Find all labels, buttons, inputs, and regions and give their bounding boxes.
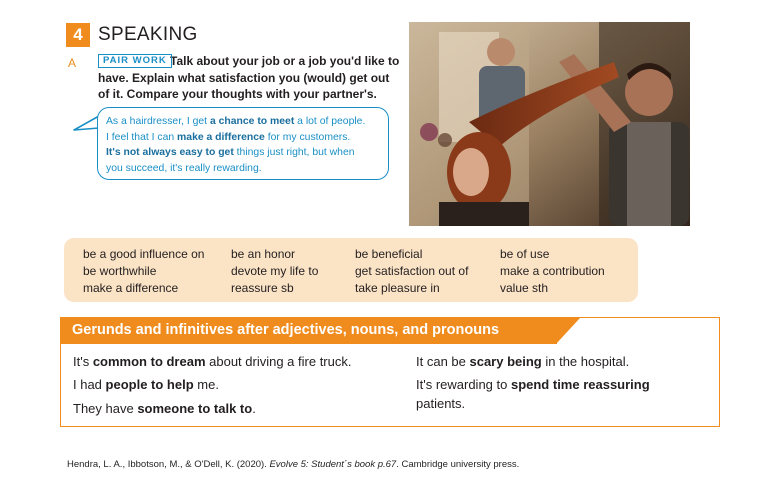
grammar-header-arrow bbox=[556, 318, 580, 344]
bubble-line: It's not always easy to get things just right, but when bbox=[106, 147, 355, 158]
speech-bubble bbox=[97, 107, 389, 180]
exercise-letter: A bbox=[68, 56, 77, 70]
vocab-column-3 bbox=[355, 246, 468, 297]
grammar-example: It can be scary being in the hospital. bbox=[416, 354, 630, 369]
grammar-example: I had people to help me. bbox=[73, 377, 219, 392]
grammar-example: It's rewarding to spend time reassuring bbox=[416, 377, 650, 392]
citation: Hendra, L. A., Ibbotson, M., & O'Dell, K. (2020). Evolve 5: Student´s book p.67. Cambridge university press. bbox=[67, 459, 520, 470]
grammar-example: It's common to dream about driving a fire truck. bbox=[73, 354, 352, 369]
vocab-item: be of use bbox=[500, 247, 550, 261]
bubble-line: you succeed, it's really rewarding. bbox=[106, 162, 262, 174]
section-number: 4 bbox=[66, 23, 90, 47]
bubble-line: As a hairdresser, I get a chance to meet a lot of people. bbox=[106, 116, 366, 127]
grammar-box bbox=[60, 317, 720, 427]
vocab-item: make a difference bbox=[83, 281, 179, 295]
vocabulary-box bbox=[64, 238, 638, 302]
exercise-instructions: Talk about your job or a job you'd like to have. Explain what satisfaction you (would) get out of it. Compare your thoughts with your partner's. bbox=[98, 54, 400, 101]
vocab-item: get satisfaction out of bbox=[355, 264, 469, 278]
section-title: SPEAKING bbox=[98, 24, 198, 45]
vocab-item: devote my life to bbox=[231, 264, 319, 278]
grammar-header bbox=[61, 318, 557, 344]
grammar-example: They have someone to talk to. bbox=[73, 401, 256, 416]
vocab-item: take pleasure in bbox=[355, 281, 440, 295]
vocab-item: be worthwhile bbox=[83, 264, 157, 278]
pair-work-badge: PAIR WORK bbox=[98, 54, 172, 68]
vocab-item: be a good influence on bbox=[83, 247, 205, 261]
vocab-item: make a contribution bbox=[500, 264, 605, 278]
grammar-title: Gerunds and infinitives after adjectives, nouns, and pronouns bbox=[72, 322, 500, 338]
vocab-column-4 bbox=[500, 246, 605, 297]
vocab-item: be beneficial bbox=[355, 247, 423, 261]
hairdresser-photo bbox=[409, 22, 690, 226]
bubble-line: I feel that I can make a difference for my customers. bbox=[106, 131, 351, 143]
vocab-column-2 bbox=[231, 246, 318, 297]
vocab-item: reassure sb bbox=[231, 281, 294, 295]
vocab-item: be an honor bbox=[231, 247, 296, 261]
grammar-example-continuation: patients. bbox=[416, 396, 466, 411]
vocab-column-1 bbox=[83, 246, 204, 297]
vocab-item: value sth bbox=[500, 281, 549, 295]
